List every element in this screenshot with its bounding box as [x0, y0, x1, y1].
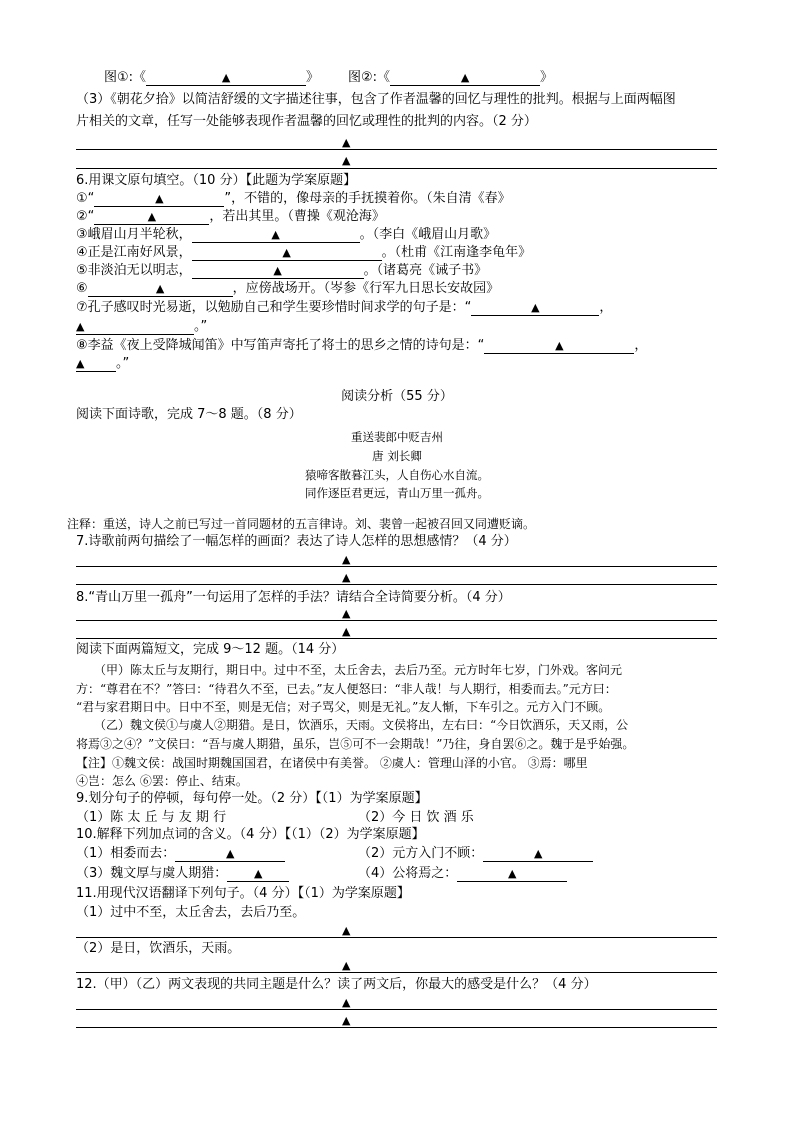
- q10-item-2: （2）元方入门不顾： ▲: [358, 845, 593, 863]
- q8-text: 8.“青山万里一孤舟”一句运用了怎样的手法？请结合全诗简要分析。（4 分）: [76, 590, 511, 605]
- q10-blank-2[interactable]: ▲: [483, 847, 593, 862]
- q6-blank-2[interactable]: ▲: [94, 210, 209, 225]
- q6-blank-5[interactable]: ▲: [192, 264, 364, 279]
- q8-answer-line-1[interactable]: [76, 620, 717, 621]
- q3-text-line2: 片相关的文章，任写一处能够表现作者温馨的回忆或理性的批判的内容。（2 分）: [76, 114, 537, 129]
- poem-line-2: 同作逐臣君更远，青山万里一孤舟。: [305, 486, 489, 500]
- figure-2-prompt: 图②:《 ▲ 》: [348, 70, 554, 85]
- q6-blank-7b[interactable]: ▲: [76, 320, 194, 335]
- passage-yi-line-1: （乙）魏文侯①与虞人②期猎。是日，饮酒乐，天雨。文侯将出，左右曰：“今日饮酒乐，天又雨，公: [94, 718, 629, 732]
- q10-blank-3[interactable]: ▲: [227, 867, 289, 882]
- q10-blank-1[interactable]: ▲: [175, 847, 285, 862]
- q11-sentence-1: （1）过中不至，太丘舍去，去后乃至。: [76, 905, 306, 920]
- q11-answer-line-1[interactable]: [76, 937, 717, 938]
- passage-yi-line-2: 将焉③之④？”文侯曰：“吾与虞人期猎，虽乐，岂⑤可不一会期哉！”乃往，身自罢⑥之。魏于是乎始强。: [76, 737, 635, 751]
- passage-jia-line-1: （甲）陈太丘与友期行，期日中。过中不至，太丘舍去，去后乃至。元方时年七岁，门外戏。客问元: [94, 663, 623, 677]
- passage-jia-line-2: 方：“尊君在不？”答曰：“待君久不至，已去。”友人便怒曰：“非人哉！与人期行，相委而去。”元方曰：: [76, 682, 617, 696]
- q12-answer-line-2[interactable]: [76, 1027, 717, 1028]
- poem-author: 唐 刘长卿: [372, 449, 422, 463]
- q10-blank-4[interactable]: ▲: [457, 867, 567, 882]
- q11-text: 11.用现代汉语翻译下列句子。（4 分）【（1）为学案原题】: [76, 886, 410, 901]
- q6-item-7: ⑦孔子感叹时光易逝，以勉励自己和学生要珍惜时间求学的句子是：“ ▲ ，: [76, 300, 613, 315]
- q6-item-6: ⑥ ▲ ，应傍战场开。（岑参《行军九日思长安故园》: [76, 281, 500, 296]
- q12-text: 12.（甲）（乙）两文表现的共同主题是什么？读了两文后，你最大的感受是什么？（4 分）: [76, 977, 597, 992]
- q11-answer-marker-1: ▲: [342, 924, 351, 937]
- q6-blank-6[interactable]: ▲: [88, 282, 233, 297]
- q7-answer-marker-2: ▲: [342, 571, 351, 584]
- q12-answer-marker-2: ▲: [342, 1014, 351, 1027]
- q6-title: 6.用课文原句填空。（10 分）【此题为学案原题】: [76, 173, 357, 188]
- poem-title: 重送裴郎中贬吉州: [351, 430, 443, 444]
- poem-note: 注释：重送，诗人之前已写过一首同题材的五言律诗。刘、裴曾一起被召回又同遭贬谪。: [67, 517, 536, 531]
- q8-answer-marker-2: ▲: [342, 625, 351, 638]
- q11-answer-line-2[interactable]: [76, 972, 717, 973]
- figure-1-answer-blank[interactable]: ▲: [146, 71, 306, 86]
- q3-answer-line-1[interactable]: [76, 149, 717, 150]
- poem-line-1: 猿啼客散暮江头，人自伤心水自流。: [305, 468, 489, 482]
- passage-jia-line-3: “君与家君期日中。日中不至，则是无信；对子骂父，则是无礼。”友人惭，下车引之。元方入门不顾。: [76, 700, 611, 714]
- q9-sentence-1[interactable]: （1）陈 太 丘 与 友 期 行: [76, 810, 227, 825]
- q8-answer-line-2[interactable]: [76, 638, 717, 639]
- q6-blank-8a[interactable]: ▲: [484, 339, 634, 354]
- q12-answer-marker-1: ▲: [342, 996, 351, 1009]
- q9-sentence-2[interactable]: （2）今 日 饮 酒 乐: [358, 810, 474, 825]
- figure-1-prompt: 图①:《 ▲ 》: [104, 70, 320, 85]
- q6-item-8-cont: ▲ 。”: [76, 356, 130, 371]
- figure-2-answer-blank[interactable]: ▲: [390, 71, 540, 86]
- q6-item-4: ④正是江南好风景， ▲ 。（杜甫《江南逢李龟年》: [76, 245, 532, 260]
- q3-text-line1: （3）《朝花夕拾》以简洁舒缓的文字描述往事，包含了作者温馨的回忆与理性的批判。根据与上面两幅图: [76, 92, 676, 107]
- poem-intro: 阅读下面诗歌，完成 7～8 题。（8 分）: [76, 407, 302, 422]
- classical-intro: 阅读下面两篇短文，完成 9～12 题。（14 分）: [76, 642, 345, 657]
- q6-item-2: ②“ ▲ ，若出其里。（曹操《观沧海》: [76, 209, 385, 224]
- q10-text: 10.解释下列加点词的含义。（4 分）【（1）（2）为学案原题】: [76, 827, 425, 842]
- q11-sentence-2: （2）是日，饮酒乐，天雨。: [76, 941, 241, 956]
- q10-item-3: （3）魏文厚与虞人期猎： ▲: [76, 865, 289, 883]
- q12-answer-line-1[interactable]: [76, 1009, 717, 1010]
- q6-item-3: ③峨眉山月半轮秋， ▲ 。（李白《峨眉山月歌》: [76, 227, 497, 242]
- q7-answer-line-1[interactable]: [76, 566, 717, 567]
- q10-item-1: （1）相委而去： ▲: [76, 845, 285, 863]
- q7-answer-marker-1: ▲: [342, 553, 351, 566]
- q7-text: 7.诗歌前两句描绘了一幅怎样的画面？表达了诗人怎样的思想感情？（4 分）: [76, 534, 517, 549]
- passage-note-line-1: 【注】①魏文侯：战国时期魏国国君，在诸侯中有美誉。 ②虞人：管理山泽的小官。 ③焉：哪里: [76, 756, 588, 770]
- reading-section-heading: 阅读分析（55 分）: [341, 389, 453, 404]
- q6-blank-7a[interactable]: ▲: [471, 301, 599, 316]
- q7-answer-line-2[interactable]: [76, 584, 717, 585]
- q6-item-1: ①“ ▲ ”，不错的，像母亲的手抚摸着你。（朱自清《春》: [76, 191, 511, 206]
- q8-answer-marker-1: ▲: [342, 607, 351, 620]
- q3-answer-marker-1: ▲: [342, 136, 351, 149]
- q10-item-4: （4）公将焉之： ▲: [358, 865, 567, 883]
- q6-item-5: ⑤非淡泊无以明志， ▲ 。（诸葛亮《诫子书》: [76, 263, 488, 278]
- q3-answer-line-2[interactable]: [76, 168, 717, 169]
- q6-blank-4[interactable]: ▲: [192, 246, 382, 261]
- q6-blank-8b[interactable]: ▲: [76, 357, 116, 372]
- q6-blank-3[interactable]: ▲: [192, 228, 360, 243]
- passage-note-line-2: ④岂：怎么 ⑥罢：停止、结束。: [76, 774, 248, 788]
- q6-item-7-cont: ▲ 。”: [76, 319, 208, 334]
- q3-answer-marker-2: ▲: [342, 154, 351, 167]
- q6-item-8: ⑧李益《夜上受降城闻笛》中写笛声寄托了将士的思乡之情的诗句是：“ ▲ ，: [76, 338, 648, 353]
- q11-answer-marker-2: ▲: [342, 959, 351, 972]
- q6-blank-1[interactable]: ▲: [94, 192, 224, 207]
- q9-text: 9.划分句子的停顿，每句停一处。（2 分）【（1）为学案原题】: [76, 791, 428, 806]
